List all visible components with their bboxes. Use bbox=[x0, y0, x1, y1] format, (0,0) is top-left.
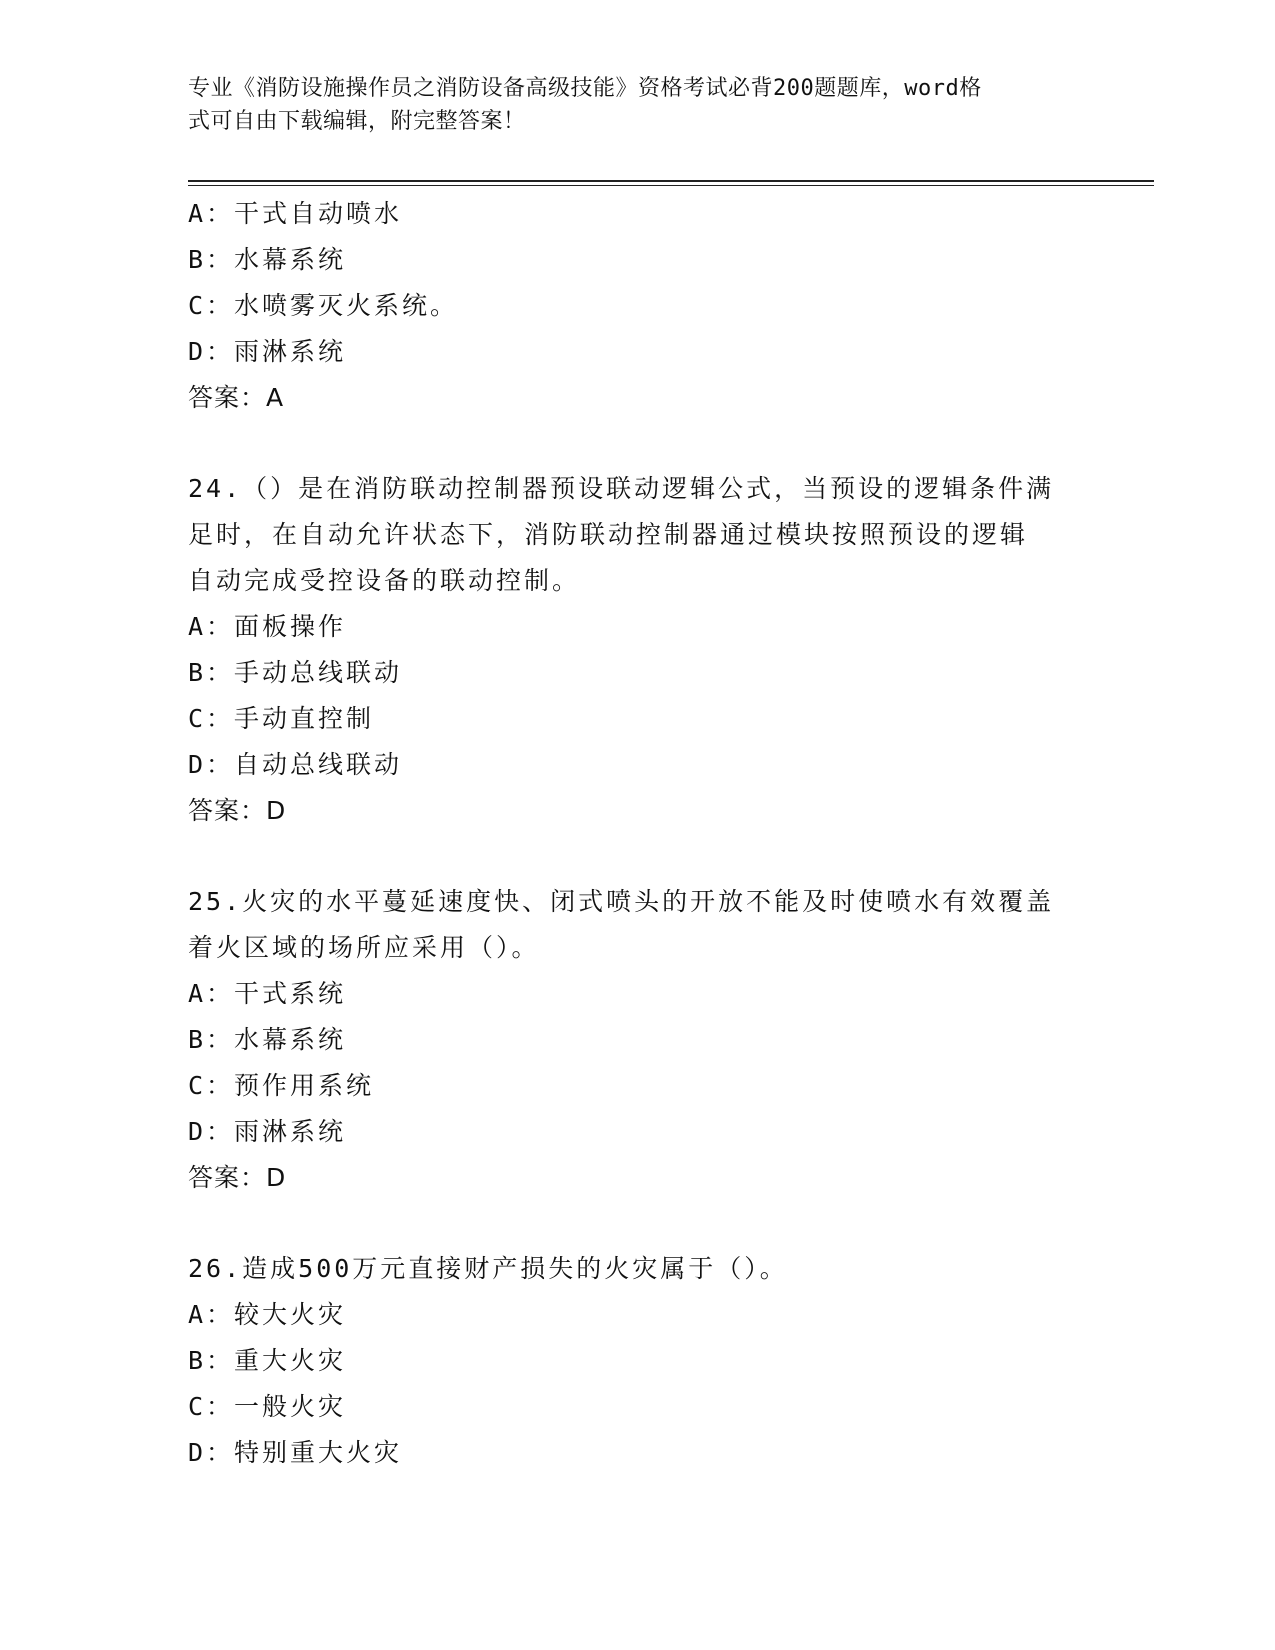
question-24 bbox=[188, 466, 1088, 834]
option-a: A：干式系统 bbox=[188, 979, 347, 1008]
question-stem-line-2: 着火区域的场所应采用（）。 bbox=[188, 933, 540, 962]
question-stem-line-1: 26.造成500万元直接财产损失的火灾属于（）。 bbox=[188, 1254, 788, 1283]
option-a: A：干式自动喷水 bbox=[188, 199, 403, 228]
answer: 答案：D bbox=[188, 1163, 287, 1192]
option-d: D：雨淋系统 bbox=[188, 1117, 347, 1146]
spacer bbox=[188, 1201, 1088, 1246]
option-d: D：雨淋系统 bbox=[188, 337, 347, 366]
option-b: B：重大火灾 bbox=[188, 1346, 347, 1375]
question-stem-line-3: 自动完成受控设备的联动控制。 bbox=[188, 566, 581, 595]
option-c: C：水喷雾灭火系统。 bbox=[188, 291, 459, 320]
question-23 bbox=[188, 191, 1088, 421]
option-a: A：面板操作 bbox=[188, 612, 347, 641]
option-b: B：水幕系统 bbox=[188, 1025, 347, 1054]
option-c: C：手动直控制 bbox=[188, 704, 375, 733]
option-c: C：预作用系统 bbox=[188, 1071, 375, 1100]
question-stem-line-1: 24.（）是在消防联动控制器预设联动逻辑公式，当预设的逻辑条件满 bbox=[188, 474, 1055, 503]
question-stem-line-2: 足时，在自动允许状态下，消防联动控制器通过模块按照预设的逻辑 bbox=[188, 520, 1029, 549]
option-d: D：自动总线联动 bbox=[188, 750, 403, 779]
question-list bbox=[188, 191, 1088, 1476]
header-divider-thin bbox=[188, 185, 1154, 186]
option-a: A：较大火灾 bbox=[188, 1300, 347, 1329]
header-line-2: 式可自由下载编辑，附完整答案！ bbox=[188, 109, 526, 134]
answer: 答案：A bbox=[188, 383, 285, 412]
answer: 答案：D bbox=[188, 796, 287, 825]
header-divider-thick bbox=[188, 180, 1154, 182]
question-stem-line-1: 25.火灾的水平蔓延速度快、闭式喷头的开放不能及时使喷水有效覆盖 bbox=[188, 887, 1055, 916]
spacer bbox=[188, 834, 1088, 879]
option-c: C：一般火灾 bbox=[188, 1392, 347, 1421]
option-b: B：水幕系统 bbox=[188, 245, 347, 274]
header-line-1: 专业《消防设施操作员之消防设备高级技能》资格考试必背200题题库，word格 bbox=[188, 76, 982, 101]
option-d: D：特别重大火灾 bbox=[188, 1438, 403, 1467]
option-b: B：手动总线联动 bbox=[188, 658, 403, 687]
spacer bbox=[188, 421, 1088, 466]
question-26 bbox=[188, 1246, 1088, 1476]
page-header bbox=[188, 72, 1068, 138]
question-25 bbox=[188, 879, 1088, 1201]
